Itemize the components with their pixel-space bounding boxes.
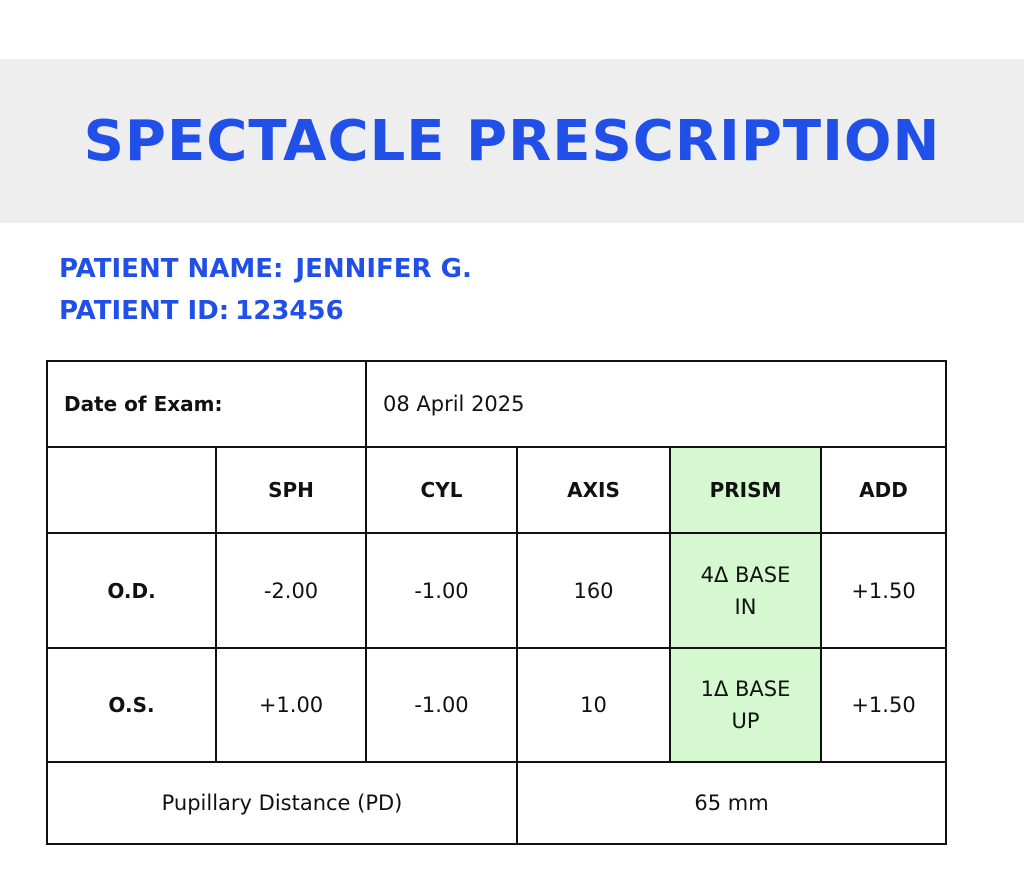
- pd-row: [47, 762, 946, 844]
- patient-id-label: PATIENT ID:: [59, 296, 230, 326]
- od-prism-line1: 4Δ BASE: [700, 562, 791, 587]
- header-axis: AXIS: [517, 447, 670, 533]
- os-prism-line2: UP: [731, 709, 760, 733]
- header-add: ADD: [821, 447, 946, 533]
- header-cyl: CYL: [366, 447, 517, 533]
- os-cyl-value: -1.00: [366, 648, 517, 762]
- prescription-table: [46, 360, 947, 845]
- od-prism-cell: [670, 533, 821, 648]
- exam-date-label: Date of Exam:: [47, 361, 366, 447]
- table-row-od: [47, 533, 946, 648]
- os-axis-value: 10: [517, 648, 670, 762]
- os-sph-value: +1.00: [216, 648, 366, 762]
- patient-name-value: JENNIFER G.: [295, 254, 472, 284]
- os-prism-cell: [670, 648, 821, 762]
- eye-label-os: O.S.: [47, 648, 216, 762]
- patient-name-label: PATIENT NAME:: [59, 254, 284, 284]
- eye-label-od: O.D.: [47, 533, 216, 648]
- od-axis-value: 160: [517, 533, 670, 648]
- od-prism-line2: IN: [734, 594, 757, 619]
- os-prism-line1: 1Δ BASE: [700, 677, 791, 701]
- patient-name-line: [59, 254, 472, 284]
- pd-label: Pupillary Distance (PD): [47, 762, 517, 844]
- od-sph-value: -2.00: [216, 533, 366, 648]
- os-add-value: +1.50: [821, 648, 946, 762]
- header-sph: SPH: [216, 447, 366, 533]
- page-title: SPECTACLE PRESCRIPTION: [83, 108, 941, 174]
- patient-id-line: [59, 296, 344, 326]
- exam-date-row: [47, 361, 946, 447]
- header-corner-cell: [47, 447, 216, 533]
- column-header-row: [47, 447, 946, 533]
- od-cyl-value: -1.00: [366, 533, 517, 648]
- header-prism: PRISM: [670, 447, 821, 533]
- patient-id-value: 123456: [235, 296, 344, 326]
- title-banner: [0, 59, 1024, 223]
- od-add-value: +1.50: [821, 533, 946, 648]
- exam-date-value: 08 April 2025: [366, 361, 946, 447]
- table-row-os: [47, 648, 946, 762]
- pd-value: 65 mm: [517, 762, 946, 844]
